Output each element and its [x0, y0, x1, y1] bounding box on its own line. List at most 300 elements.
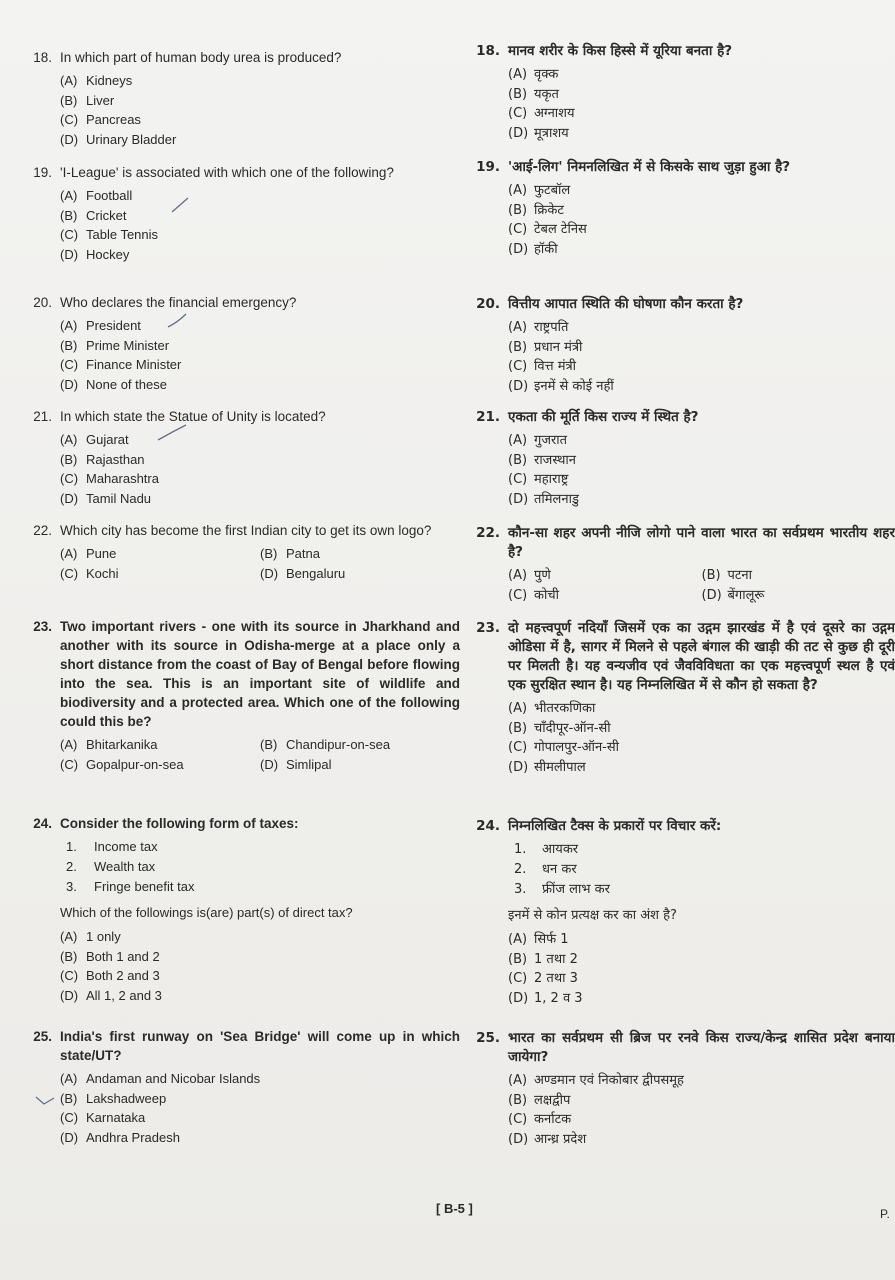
question-text: Which city has become the first Indian city to get its own logo?: [60, 523, 432, 538]
option-text: Prime Minister: [86, 337, 170, 353]
option-d: [60, 130, 460, 150]
question-number: 22.: [33, 523, 52, 538]
question-content: [470, 840, 895, 1008]
option-text: Both 1 and 2: [86, 948, 160, 964]
page-number: [ B-5 ]: [436, 1201, 473, 1216]
option-text: Karnataka: [86, 1110, 146, 1125]
question-content: [470, 181, 895, 259]
option-a: [508, 566, 702, 586]
question-content: [22, 1069, 460, 1147]
option-letter: (A): [60, 432, 78, 447]
option-letter: (A): [508, 1073, 528, 1088]
option-text: Chandipur-on-sea: [286, 737, 391, 752]
option-text: Rajasthan: [86, 451, 145, 467]
option-letter: (D): [508, 1131, 529, 1147]
question-number: 23.: [476, 620, 500, 636]
option-text: Pancreas: [86, 112, 141, 127]
question-text-row: [470, 1029, 895, 1067]
option-letter: (B): [508, 720, 528, 736]
question-number: 22.: [476, 525, 500, 541]
option-c: [60, 966, 460, 986]
option-d: [508, 490, 895, 510]
option-letter: (D): [60, 131, 79, 147]
option-text: Patna: [286, 546, 320, 561]
question-text-row: [22, 293, 460, 312]
option-a: [60, 735, 260, 755]
question-en-20: [22, 293, 460, 394]
option-text: वृक्क: [534, 67, 559, 82]
statement-number: 2.: [514, 862, 527, 877]
option-text: पुणे: [534, 568, 551, 583]
option-letter: (D): [60, 490, 79, 506]
option-c: [60, 564, 260, 584]
corner-mark: P.: [880, 1207, 890, 1221]
option-letter: (C): [60, 471, 79, 486]
question-hi-21: [470, 408, 895, 509]
options: [60, 1069, 460, 1147]
question-number: 18.: [33, 50, 52, 65]
option-b: [260, 544, 460, 564]
option-a: [508, 65, 895, 85]
option-letter: (B): [508, 1092, 528, 1108]
option-d: [508, 758, 895, 778]
question-hi-20: [470, 295, 895, 396]
option-letter: (A): [60, 737, 78, 752]
question-number: 23.: [33, 619, 52, 634]
option-d: [60, 375, 460, 395]
statement-text: आयकर: [542, 842, 579, 857]
option-letter: (A): [60, 929, 78, 944]
option-b: [508, 1091, 895, 1111]
question-text-row: [470, 295, 895, 314]
question-en-24: [22, 814, 460, 1005]
option-text: Bhitarkanika: [86, 737, 158, 752]
option-text: इनमें से कोई नहीं: [534, 378, 614, 394]
option-letter: (A): [508, 183, 528, 198]
options: [60, 735, 460, 774]
option-letter: (C): [508, 359, 528, 374]
option-text: Tamil Nadu: [86, 490, 152, 506]
option-text: फुटबॉल: [534, 183, 571, 198]
option-d: [508, 377, 895, 397]
option-letter: (B): [60, 337, 78, 353]
option-letter: (B): [60, 948, 78, 964]
option-text: टेबल टेनिस: [534, 222, 587, 237]
options: [60, 544, 460, 583]
option-text: Urinary Bladder: [86, 131, 177, 147]
statement-number: 3.: [66, 879, 77, 894]
question-text: Consider the following form of taxes:: [60, 816, 299, 831]
option-b: [60, 91, 460, 111]
option-text: सीमलीपाल: [534, 759, 586, 775]
option-a: [60, 430, 460, 450]
question-text-row: [22, 814, 460, 833]
option-letter: (A): [60, 318, 78, 333]
option-letter: (A): [508, 932, 528, 947]
option-c: [60, 225, 460, 245]
option-letter: (D): [508, 491, 529, 507]
option-letter: (B): [260, 737, 278, 752]
option-text: राष्ट्रपति: [534, 320, 569, 335]
option-text: अण्डमान एवं निकोबार द्वीपसमूह: [534, 1073, 684, 1088]
option-letter: (B): [60, 1090, 78, 1106]
option-b: [60, 1089, 460, 1109]
option-a: [508, 431, 895, 451]
option-text: वित्त मंत्री: [534, 359, 577, 374]
option-letter: (A): [508, 320, 528, 335]
question-content: [22, 544, 460, 583]
option-letter: (D): [508, 759, 529, 775]
option-letter: (D): [60, 1129, 79, 1145]
statement-item: [514, 860, 895, 880]
option-letter: (B): [260, 546, 278, 561]
statement-item: [66, 857, 460, 877]
option-text: यकृत: [534, 86, 559, 102]
question-text: निम्नलिखित टैक्स के प्रकारों पर विचार करें:: [508, 818, 722, 834]
question-number: 20.: [476, 296, 500, 312]
option-letter: (D): [260, 756, 279, 772]
option-text: Finance Minister: [86, 357, 182, 372]
option-text: Andhra Pradesh: [86, 1129, 180, 1145]
question-content: [470, 431, 895, 509]
option-a: [508, 699, 895, 719]
question-content: [470, 1071, 895, 1149]
option-text: Liver: [86, 92, 115, 108]
option-text: None of these: [86, 376, 167, 392]
option-b: [508, 451, 895, 471]
option-text: Both 2 and 3: [86, 968, 160, 983]
option-text: 1, 2 व 3: [534, 990, 583, 1006]
option-letter: (A): [60, 1071, 78, 1086]
option-text: 1 तथा 2: [534, 951, 578, 967]
statement-number: 1.: [66, 839, 77, 854]
option-text: Table Tennis: [86, 227, 159, 242]
option-text: 2 तथा 3: [534, 971, 578, 986]
question-content: [22, 71, 460, 149]
options: [508, 1071, 895, 1149]
question-number: 25.: [476, 1030, 500, 1046]
statement-item: [514, 840, 895, 860]
question-content: [22, 430, 460, 508]
option-c: [60, 110, 460, 130]
question-hi-22: [470, 524, 895, 605]
option-text: Bengaluru: [286, 565, 346, 581]
question-text: भारत का सर्वप्रथम सी ब्रिज पर रनवे किस राज्य/केन्द्र शासित प्रदेश बनाया जायेगा?: [508, 1030, 895, 1065]
statement-text: Income tax: [94, 839, 158, 854]
question-text: India's first runway on 'Sea Bridge' will come up in which state/UT?: [60, 1029, 460, 1063]
question-text: In which part of human body urea is produced?: [60, 50, 342, 65]
option-d: [60, 245, 460, 265]
option-letter: (C): [60, 1110, 79, 1125]
option-d: [260, 564, 460, 584]
option-letter: (B): [60, 451, 78, 467]
option-text: President: [86, 318, 141, 333]
option-letter: (C): [508, 472, 528, 487]
option-c: [60, 1108, 460, 1128]
question-en-22: [22, 521, 460, 583]
question-en-19: [22, 163, 460, 264]
question-hi-24: [470, 817, 895, 1008]
option-text: आन्ध्र प्रदेश: [534, 1131, 587, 1147]
option-a: [60, 316, 460, 336]
question-number: 19.: [33, 165, 52, 180]
option-c: [508, 969, 895, 989]
option-b: [508, 950, 895, 970]
question-text: In which state the Statue of Unity is located?: [60, 409, 326, 424]
option-d: [60, 1128, 460, 1148]
option-text: बेंगालूरू: [727, 587, 765, 603]
option-a: [60, 1069, 460, 1089]
option-letter: (D): [60, 376, 79, 392]
option-c: [60, 755, 260, 775]
question-content: [470, 699, 895, 777]
option-text: Kidneys: [86, 73, 133, 88]
option-text: Pune: [86, 546, 117, 561]
option-letter: (A): [60, 73, 78, 88]
options: [508, 318, 895, 396]
question-hi-23: [470, 619, 895, 777]
options: [60, 316, 460, 394]
option-a: [60, 186, 460, 206]
question-text: Two important rivers - one with its source in Jharkhand and another with its source in Odisha-merge at a place only a short distance from the coast of Bay of Bengal before flowing into the sea. This is an important site of wildlife and biodiversity and a protected area. Which one of the following could this be?: [60, 619, 460, 729]
option-text: अग्नाशय: [534, 106, 575, 121]
option-letter: (B): [701, 568, 721, 583]
option-letter: (C): [60, 756, 79, 772]
options: [508, 930, 895, 1008]
statement-text: फ्रींज लाभ कर: [542, 882, 610, 897]
statement-text: धन कर: [542, 862, 577, 877]
question-text: 'आई-लिग' निमनलिखित में से किसके साथ जुड़ा हुआ है?: [508, 159, 791, 175]
statement-item: [66, 877, 460, 897]
option-letter: (A): [60, 188, 78, 203]
option-letter: (C): [60, 227, 79, 242]
option-a: [508, 181, 895, 201]
option-text: हॉकी: [534, 241, 558, 257]
option-d: [60, 489, 460, 509]
option-b: [508, 201, 895, 221]
question-text: दो महत्त्वपूर्ण नदियाँ जिसमें एक का उद्गम झारखंड में है एवं दूसरे का उद्गम ओडिसा में है, सागर में मिलने से पहले बंगाल की खाड़ी की तट से कुछ ही दूरी पर मिलती है। यह वन्यजीव एवं जैवविविधता का एक महत्त्वपूर्ण स्थल है एवं एक सुरक्षित स्थान है। यह निम्नलिखित में से कौन हो सकता है?: [508, 620, 895, 693]
option-text: तमिलनाडु: [534, 491, 579, 507]
option-b: [702, 566, 895, 586]
option-letter: (B): [508, 951, 528, 967]
statement-number: 3.: [514, 882, 527, 897]
option-letter: (B): [508, 452, 528, 468]
option-d: [60, 986, 460, 1006]
options: [508, 181, 895, 259]
options: [60, 430, 460, 508]
question-number: 25.: [33, 1029, 52, 1044]
option-text: क्रिकेट: [534, 202, 564, 218]
option-text: Cricket: [86, 207, 127, 223]
question-text: मानव शरीर के किस हिस्से में यूरिया बनता है?: [508, 43, 733, 59]
options: [60, 186, 460, 264]
option-c: [508, 586, 702, 606]
statement-item: [66, 837, 460, 857]
question-text-row: [470, 817, 895, 836]
option-text: All 1, 2 and 3: [86, 987, 162, 1003]
question-number: 24.: [476, 818, 500, 834]
question-en-18: [22, 48, 460, 149]
option-b: [60, 336, 460, 356]
option-a: [60, 71, 460, 91]
option-text: Hockey: [86, 246, 130, 262]
option-text: Lakshadweep: [86, 1090, 167, 1106]
question-content: [470, 566, 895, 605]
options: [60, 927, 460, 1005]
option-letter: (A): [508, 568, 528, 583]
option-c: [508, 1110, 895, 1130]
option-text: महाराष्ट्र: [534, 472, 569, 487]
question-text-row: [470, 524, 895, 562]
question-hi-25: [470, 1029, 895, 1149]
question-number: 18.: [476, 43, 500, 59]
option-text: Simlipal: [286, 756, 332, 772]
option-text: प्रधान मंत्री: [534, 339, 583, 355]
option-letter: (D): [60, 987, 79, 1003]
question-text: 'I-League' is associated with which one of the following?: [60, 165, 394, 180]
question-content: [22, 316, 460, 394]
options: [508, 431, 895, 509]
statement-text: Wealth tax: [94, 859, 156, 874]
option-text: Kochi: [86, 565, 119, 581]
option-text: कोची: [534, 587, 559, 603]
option-letter: (A): [60, 546, 78, 561]
question-text-row: [470, 42, 895, 61]
question-content: [470, 65, 895, 143]
option-text: मूत्राशय: [534, 125, 569, 141]
option-letter: (C): [508, 587, 528, 603]
question-number: 21.: [33, 409, 52, 424]
option-c: [508, 220, 895, 240]
option-letter: (D): [508, 990, 529, 1006]
option-text: 1 only: [86, 929, 121, 944]
question-text-row: [22, 521, 460, 540]
question-text-row: [470, 619, 895, 695]
option-text: Gujarat: [86, 432, 129, 447]
question-content: [22, 735, 460, 774]
option-text: गोपालपुर-ऑन-सी: [534, 740, 620, 755]
option-text: पटना: [727, 568, 753, 583]
question-text: कौन-सा शहर अपनी नीजि लोगो पाने वाला भारत का सर्वप्रथम भारतीय शहर है?: [508, 525, 895, 560]
option-letter: (D): [60, 246, 79, 262]
option-a: [508, 1071, 895, 1091]
statement-number: 2.: [66, 859, 77, 874]
question-en-21: [22, 407, 460, 508]
option-letter: (A): [508, 701, 528, 716]
question-content: [22, 837, 460, 1005]
option-text: Andaman and Nicobar Islands: [86, 1071, 261, 1086]
question-text: Who declares the financial emergency?: [60, 295, 297, 310]
option-letter: (C): [508, 971, 528, 986]
option-a: [508, 930, 895, 950]
option-letter: (C): [508, 222, 528, 237]
option-text: कर्नाटक: [534, 1112, 572, 1127]
question-en-23: [22, 617, 460, 774]
question-text-row: [470, 158, 895, 177]
option-b: [508, 719, 895, 739]
option-letter: (B): [60, 207, 78, 223]
sub-question: इनमें से कोन प्रत्यक्ष कर का अंश है?: [508, 908, 677, 923]
question-number: 21.: [476, 409, 500, 425]
question-hi-18: [470, 42, 895, 143]
option-c: [508, 104, 895, 124]
options: [508, 566, 895, 605]
option-letter: (C): [508, 1112, 528, 1127]
options: [508, 65, 895, 143]
question-text-row: [22, 48, 460, 67]
option-letter: (B): [508, 202, 528, 218]
option-c: [60, 355, 460, 375]
option-letter: (C): [60, 112, 79, 127]
question-text: वित्तीय आपात स्थिति की घोषणा कौन करता है?: [508, 296, 744, 312]
question-text: एकता की मूर्ति किस राज्य में स्थित है?: [508, 409, 699, 425]
option-text: लक्षद्वीप: [534, 1092, 571, 1108]
option-letter: (D): [508, 125, 529, 141]
question-content: [470, 318, 895, 396]
option-a: [60, 544, 260, 564]
option-text: सिर्फ 1: [534, 932, 569, 947]
option-letter: (D): [701, 587, 722, 603]
option-text: Gopalpur-on-sea: [86, 756, 184, 772]
question-text-row: [22, 407, 460, 426]
option-text: चाँदीपूर-ऑन-सी: [534, 720, 611, 736]
option-c: [508, 738, 895, 758]
statement-number: 1.: [514, 842, 527, 857]
option-c: [60, 469, 460, 489]
question-text-row: [22, 163, 460, 182]
option-b: [60, 450, 460, 470]
option-letter: (C): [60, 565, 79, 581]
question-text-row: [22, 1027, 460, 1065]
question-hi-19: [470, 158, 895, 259]
option-text: राजस्थान: [534, 452, 577, 468]
option-text: गुजरात: [534, 433, 568, 448]
option-d: [702, 586, 895, 606]
question-number: 19.: [476, 159, 500, 175]
option-letter: (B): [508, 339, 528, 355]
option-a: [508, 318, 895, 338]
option-letter: (B): [508, 86, 528, 102]
question-number: 24.: [33, 816, 52, 831]
option-b: [260, 735, 460, 755]
option-text: Football: [86, 188, 133, 203]
option-letter: (A): [508, 67, 528, 82]
statement-list: [508, 840, 895, 900]
option-letter: (C): [60, 968, 79, 983]
question-text-row: [22, 617, 460, 731]
option-letter: (C): [508, 106, 528, 121]
option-d: [508, 1130, 895, 1150]
statement-item: [514, 880, 895, 900]
option-b: [508, 85, 895, 105]
option-d: [260, 755, 460, 775]
option-c: [508, 470, 895, 490]
question-number: 20.: [33, 295, 52, 310]
option-d: [508, 240, 895, 260]
option-b: [60, 206, 460, 226]
question-en-25: [22, 1027, 460, 1147]
option-a: [60, 927, 460, 947]
option-d: [508, 989, 895, 1009]
option-d: [508, 124, 895, 144]
option-b: [60, 947, 460, 967]
question-text-row: [470, 408, 895, 427]
option-b: [508, 338, 895, 358]
option-letter: (D): [508, 241, 529, 257]
option-c: [508, 357, 895, 377]
question-content: [22, 186, 460, 264]
option-letter: (C): [508, 740, 528, 755]
